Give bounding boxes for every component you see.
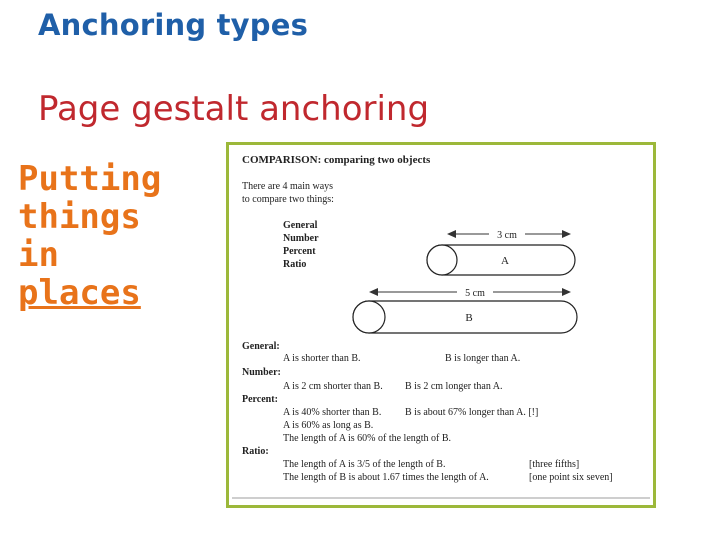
figure-intro-line: There are 4 main ways (242, 181, 334, 192)
side-text-line-link: places (18, 273, 141, 313)
number-right: B is 2 cm longer than A. (405, 381, 503, 392)
general-left: A is shorter than B. (283, 353, 361, 364)
comparison-figure-svg (229, 145, 653, 505)
percent-line3: The length of A is 60% of the length of B. (283, 433, 452, 444)
section-heading-number: Number: (242, 367, 281, 378)
percent-line2: A is 60% as long as B. (283, 420, 374, 431)
method-label: Ratio (283, 259, 307, 270)
method-label: Number (283, 233, 319, 244)
percent-line1-right: B is about 67% longer than A. [!] (405, 407, 539, 418)
number-left: A is 2 cm shorter than B. (283, 381, 383, 392)
section-heading-general: General: (242, 341, 280, 352)
figure-intro-line: to compare two things: (242, 194, 334, 205)
bar-a-label: A (501, 255, 509, 267)
figure-heading: COMPARISON: comparing two objects (242, 154, 431, 166)
slide-title: Anchoring types (38, 8, 309, 42)
measure-b-label: 5 cm (465, 288, 485, 299)
ratio-line2-note: [one point six seven] (529, 472, 613, 483)
section-heading-percent: Percent: (242, 394, 278, 405)
method-label: Percent (283, 246, 316, 257)
slide-subtitle: Page gestalt anchoring (38, 89, 430, 129)
ratio-line2: The length of B is about 1.67 times the length of A. (283, 472, 489, 483)
side-text-line: things (18, 197, 141, 237)
comparison-figure (226, 142, 656, 508)
side-text (18, 160, 161, 312)
general-right: B is longer than A. (445, 353, 521, 364)
ratio-line1-note: [three fifths] (529, 459, 580, 470)
method-label: General (283, 220, 318, 231)
percent-line1-left: A is 40% shorter than B. (283, 407, 382, 418)
side-text-line: Putting (18, 159, 162, 199)
ratio-line1: The length of A is 3/5 of the length of B. (283, 459, 446, 470)
bar-b-label: B (465, 312, 473, 324)
side-text-line: in (18, 235, 59, 275)
section-heading-ratio: Ratio: (242, 446, 269, 457)
measure-a-label: 3 cm (497, 230, 517, 241)
